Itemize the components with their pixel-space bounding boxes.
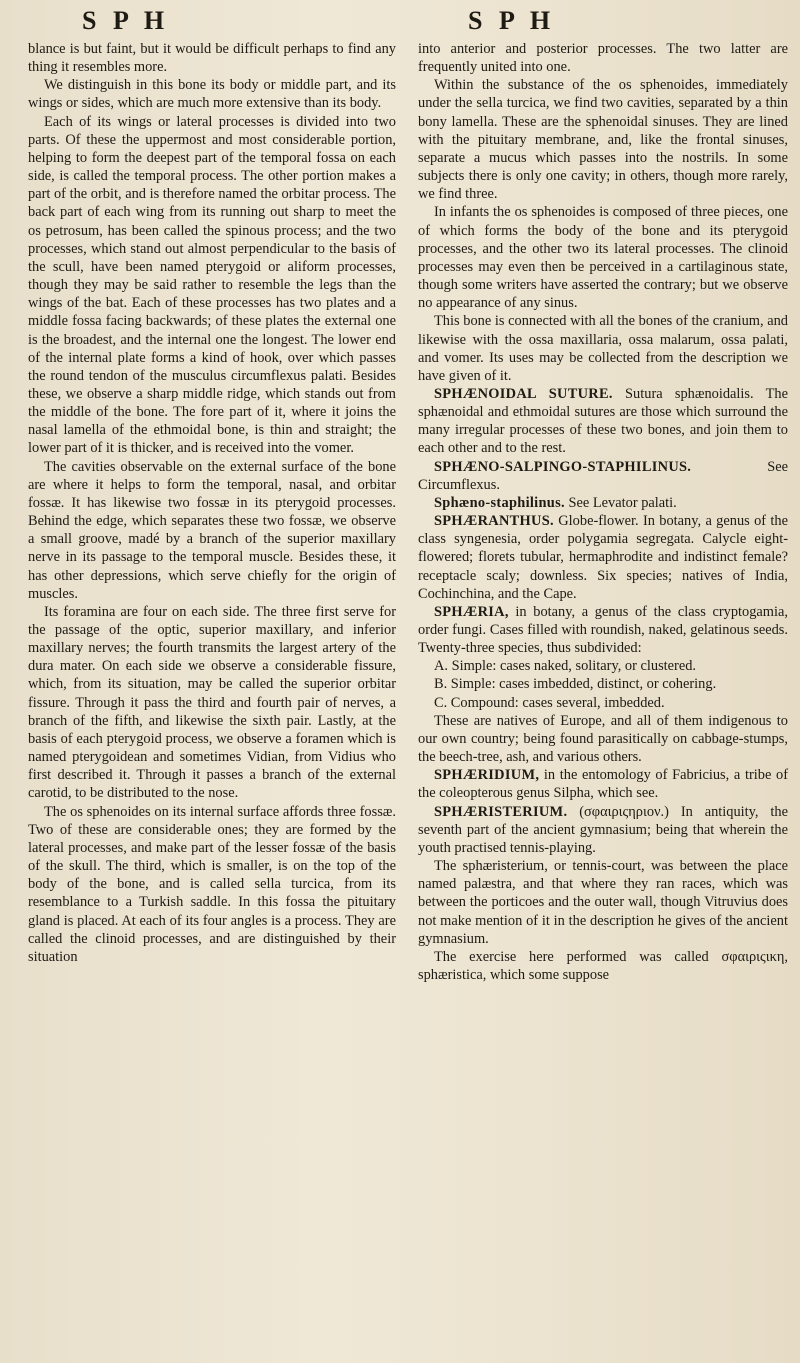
entry-text: B. Simple: cases imbedded, distinct, or cohering.: [434, 676, 717, 693]
entry-text: See Levator palati.: [564, 494, 677, 511]
paragraph: We distinguish in this bone its body or middle part, and its wings or sides, which are much more extensive than its body.: [28, 77, 396, 112]
dictionary-entry: [418, 385, 788, 458]
entry-text: Globe-flower. In botany, a genus of the class syngenesia, order polygamia segregata. Calycle eight-flowered; florets tubular, hermaphrodite and indistinct female? receptacle scaly; downless. Six species; natives of India, Cochinchina, and the Cape.: [418, 513, 788, 602]
paragraph: [418, 712, 788, 766]
paragraph: [418, 948, 788, 984]
entry-text: A. Simple: cases naked, solitary, or clustered.: [434, 658, 697, 675]
entry-text: The exercise here performed was called σφαιριςικη, sphæristica, which some suppose: [418, 948, 788, 983]
running-head: [0, 6, 800, 38]
running-head-right: S P H: [468, 6, 556, 35]
entry-headword: Sphæno-staphilinus.: [434, 494, 565, 511]
entry-headword: SPHÆRANTHUS.: [434, 513, 554, 530]
entry-headword: SPHÆNOIDAL SUTURE.: [434, 385, 613, 402]
entry-headword: SPHÆRISTERIUM.: [434, 803, 568, 820]
entry-text: Within the substance of the os sphenoides, immediately under the sella turcica, we find two cavities, separated by a thin bony lamella. These are the sphenoidal sinuses. They are lined with the pituitary membrane, and, like the frontal sinuses, separate a mucus which passes into the nostrils. In some subjects there is only one cavity; in others, though more rarely, we find three.: [418, 77, 788, 203]
paragraph: [418, 76, 788, 203]
entry-text: in the entomology of Fabricius, a tribe of the coleopterous genus Silpha, which see.: [418, 767, 788, 802]
dictionary-entry: [418, 803, 788, 857]
entry-text: The sphæristerium, or tennis-court, was between the place named palæstra, and that where they ran races, which was between the porticoes and the outer wall, though Vitruvius does not make mention of it in the description he gives of the ancient gymnasium.: [418, 858, 788, 947]
paragraph: [418, 675, 788, 693]
entry-text: C. Compound: cases several, imbedded.: [434, 694, 665, 711]
paragraph: Its foramina are four on each side. The three first serve for the passage of the optic, superior maxillary, and inferior maxillary nerves; the fourth transmits the largest artery of the dura mater. On each side we observe a considerable fissure, which, from its situation, may be called the superior orbitar fissure. Through it pass the third and fourth pair of nerves, a branch of the fifth, and likewise the sixth pair. Lastly, at the basis of each pterygoid process, we observe a foramen which is named pterygoidean and sometimes Vidian, from Vidius who first described it. Through it passes a branch of the external carotid, to be distributed to the nose.: [28, 603, 396, 802]
dictionary-entry: [418, 603, 788, 657]
entry-text: These are natives of Europe, and all of them indigenous to our own country; being found parasitically on cabbage-stumps, the beech-tree, ash, and various others.: [418, 712, 788, 766]
entry-text: See Circumflexus.: [418, 458, 788, 493]
paragraph: [418, 857, 788, 948]
dictionary-entry: [418, 458, 788, 494]
left-column: [28, 40, 396, 966]
dictionary-entry: [418, 494, 788, 512]
paragraph: [418, 312, 788, 385]
paragraph: [418, 40, 788, 76]
entry-headword: SPHÆNO-SALPINGO-STAPHILINUS.: [434, 458, 692, 475]
paragraph: The os sphenoides on its internal surface affords three fossæ. Two of these are considerable ones; they are formed by the lateral processes, and make part of the lesser fossæ of the basis of the skull. The third, which is smaller, is on the top of the body of the bone, and is called sella turcica, from its resemblance to a Turkish saddle. In this fossa the pituitary gland is placed. At each of its four angles is a process. They are called the clinoid processes, and are distinguished by their situation: [28, 803, 396, 965]
paragraph: [418, 657, 788, 675]
paragraph: [418, 203, 788, 312]
paragraph: The cavities observable on the external surface of the bone are where it helps to form the temporal, nasal, and orbitar fossæ. It has likewise two fossæ in its pterygoid processes. Behind the edge, which separates these two fossæ, we observe a small groove, madé by a branch of the superior maxillary nerve in its passage to the temporal muscle. Besides these, it has other depressions, which serve chiefly for the origin of muscles.: [28, 458, 396, 602]
entry-text: In infants the os sphenoides is composed of three pieces, one of which forms the body of the bone and its pterygoid processes, and the other two its lateral processes. The clinoid processes may even then be perceived in a cartilaginous state, though some writers have asserted the contrary; but we observe no appearance of any sinus.: [418, 204, 788, 312]
dictionary-entry: [418, 766, 788, 802]
entry-headword: SPHÆRIA,: [434, 603, 509, 620]
entry-text: (σφαιριςηριον.) In antiquity, the seventh part of the ancient gymnasium; being that wherein the youth practised tennis-playing.: [418, 803, 788, 856]
dictionary-entry: [418, 512, 788, 603]
paragraph: blance is but faint, but it would be difficult perhaps to find any thing it resembles more.: [28, 41, 396, 76]
running-head-left: S P H: [82, 6, 170, 35]
entry-text: This bone is connected with all the bones of the cranium, and likewise with the ossa maxillaria, ossa malarum, ossa palati, and vomer. Its uses may be collected from the description we have given of it.: [418, 313, 788, 384]
entry-text: into anterior and posterior processes. The two latter are frequently united into one.: [418, 41, 788, 76]
entry-text: Sutura sphænoidalis. The sphænoidal and ethmoidal sutures are those which surround the many irregular processes of these two bones, and join them to each other and to the rest.: [418, 385, 788, 457]
paragraph: [418, 694, 788, 712]
right-column: [418, 40, 788, 984]
paragraph: Each of its wings or lateral processes is divided into two parts. Of these the uppermost and most considerable portion, helping to form the deepest part of the temporal fossa on each side, is called the temporal process. The other portion makes a part of the orbit, and is therefore named the orbitar process. The back part of each wing from its running out sharp to meet the os petrosum, has been called the spinous process; and the two processes, which stand out almost perpendicular to the basis of the scull, have been named pterygoid or aliform processes, though they may be said rather to resemble the legs than the wings of the bat. Each of these processes has two plates and a middle fossa facing backwards; of these plates the external one is the broadest, and the internal one the longest. The lower end of the internal plate forms a kind of hook, over which passes the round tendon of the musculus circumflexus palati. Besides these, we observe a sharp middle ridge, which stands out from the middle of the bone. The fore part of it, where it joins the nasal lamella of the ethmoidal bone, is thin and straight; the lower part of it is thicker, and is received into the vomer.: [28, 113, 396, 457]
entry-text: in botany, a genus of the class cryptogamia, order fungi. Cases filled with roundish, naked, gelatinous seeds. Twenty-three species, thus subdivided:: [418, 603, 788, 657]
entry-headword: SPHÆRIDIUM,: [434, 767, 540, 784]
